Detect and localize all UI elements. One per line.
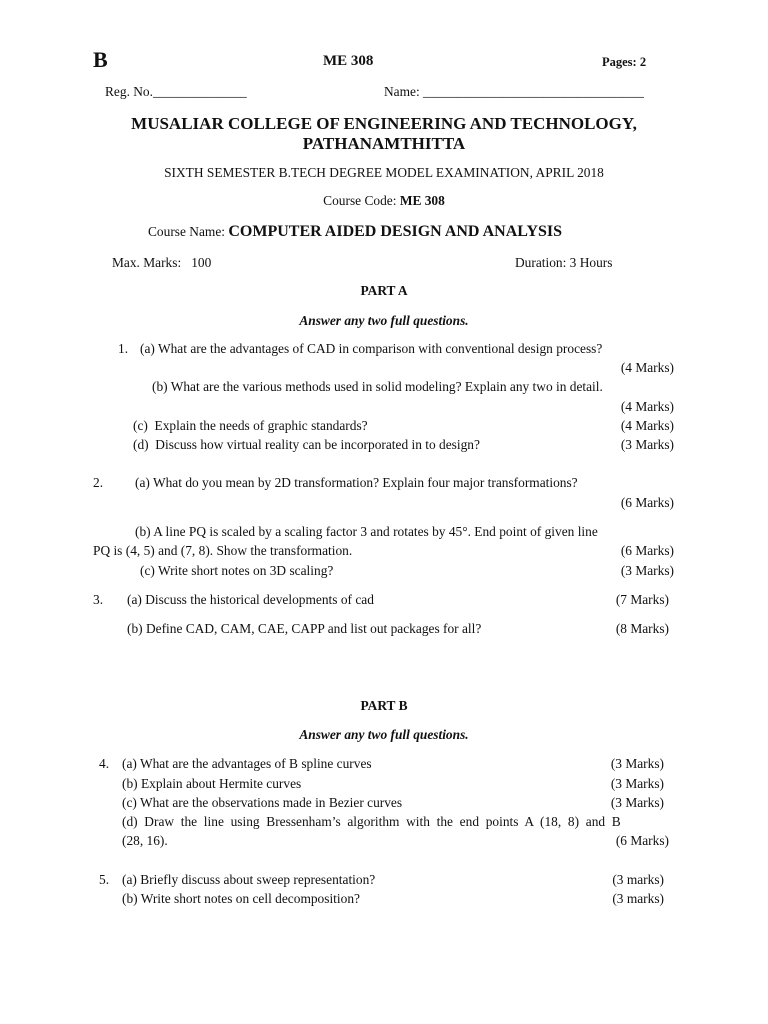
name-field: Name: _________________________________ [384,84,644,99]
course-name-value: COMPUTER AIDED DESIGN AND ANALYSIS [228,223,563,240]
q1-number: 1. [118,341,129,356]
part-a-instruction: Answer any two full questions. [299,313,469,328]
q2-c-marks: (3 Marks) [620,563,674,578]
q4-b-marks: (3 Marks) [610,776,664,791]
q3-number: 3. [93,592,104,607]
college-name-line1: MUSALIAR COLLEGE OF ENGINEERING AND TECHNOLOGY, [131,114,637,133]
q4-number: 4. [99,756,110,771]
q1-c-marks: (4 Marks) [620,418,674,433]
q4-c-text: (c) What are the observations made in Bezier curves [122,795,403,810]
max-marks: Max. Marks: 100 [112,255,212,270]
course-code-label: Course Code: [323,193,397,208]
course-name-line [148,224,562,240]
q4-a-marks: (3 Marks) [610,756,664,771]
q2-b-marks: (6 Marks) [620,543,674,558]
q1-a-marks: (4 Marks) [620,360,674,375]
q5-number: 5. [99,872,110,887]
q4-d-text-line1: (d) Draw the line using Bressenham’s algorithm with the end points A (18, 8) and B [122,814,621,829]
q3-a-marks: (7 Marks) [615,592,669,607]
q4-d-text-line2: (28, 16). [122,833,168,848]
q5-b-text: (b) Write short notes on cell decomposition? [122,891,360,906]
part-a-heading: PART A [360,283,408,298]
page-count: Pages: 2 [602,55,647,69]
q1-a-text: (a) What are the advantages of CAD in comparison with conventional design process? [140,341,603,356]
q5-a-marks: (3 marks) [612,872,664,887]
q5-b-marks: (3 marks) [612,891,664,906]
q1-d-text: (d) Discuss how virtual reality can be incorporated in to design? [133,437,480,452]
college-name-line2: PATHANAMTHITTA [302,134,466,153]
duration: Duration: 3 Hours [515,255,613,270]
q2-b-text-line2: PQ is (4, 5) and (7, 8). Show the transformation. [93,543,353,558]
part-b-heading: PART B [360,698,408,713]
q2-b-text-line1: (b) A line PQ is scaled by a scaling factor 3 and rotates by 45°. End point of given line [135,524,598,539]
q2-a-marks: (6 Marks) [620,495,674,510]
part-b-instruction: Answer any two full questions. [299,727,469,742]
q2-number: 2. [93,475,104,490]
q4-d-marks: (6 Marks) [615,833,669,848]
course-code-line [0,194,768,207]
q5-a-text: (a) Briefly discuss about sweep representation? [122,872,376,887]
course-name-label: Course Name: [148,224,225,239]
q2-c-text: (c) Write short notes on 3D scaling? [140,563,334,578]
exam-title: SIXTH SEMESTER B.TECH DEGREE MODEL EXAMINATION, APRIL 2018 [164,165,604,180]
paper-set-letter: B [93,47,108,72]
q1-b-text: (b) What are the various methods used in solid modeling? Explain any two in detail. [152,379,603,394]
q1-d-marks: (3 Marks) [620,437,674,452]
q4-c-marks: (3 Marks) [610,795,664,810]
q3-b-text: (b) Define CAD, CAM, CAE, CAPP and list out packages for all? [127,621,482,636]
course-code-header: ME 308 [323,53,374,69]
q1-c-text: (c) Explain the needs of graphic standards? [133,418,368,433]
q3-a-text: (a) Discuss the historical developments of cad [127,592,374,607]
q4-a-text: (a) What are the advantages of B spline curves [122,756,372,771]
course-code-value: ME 308 [399,193,445,208]
reg-no-field: Reg. No.______________ [105,84,247,99]
q3-b-marks: (8 Marks) [615,621,669,636]
q2-a-text: (a) What do you mean by 2D transformation? Explain four major transformations? [135,475,578,490]
q4-b-text: (b) Explain about Hermite curves [122,776,302,791]
q1-b-marks: (4 Marks) [620,399,674,414]
